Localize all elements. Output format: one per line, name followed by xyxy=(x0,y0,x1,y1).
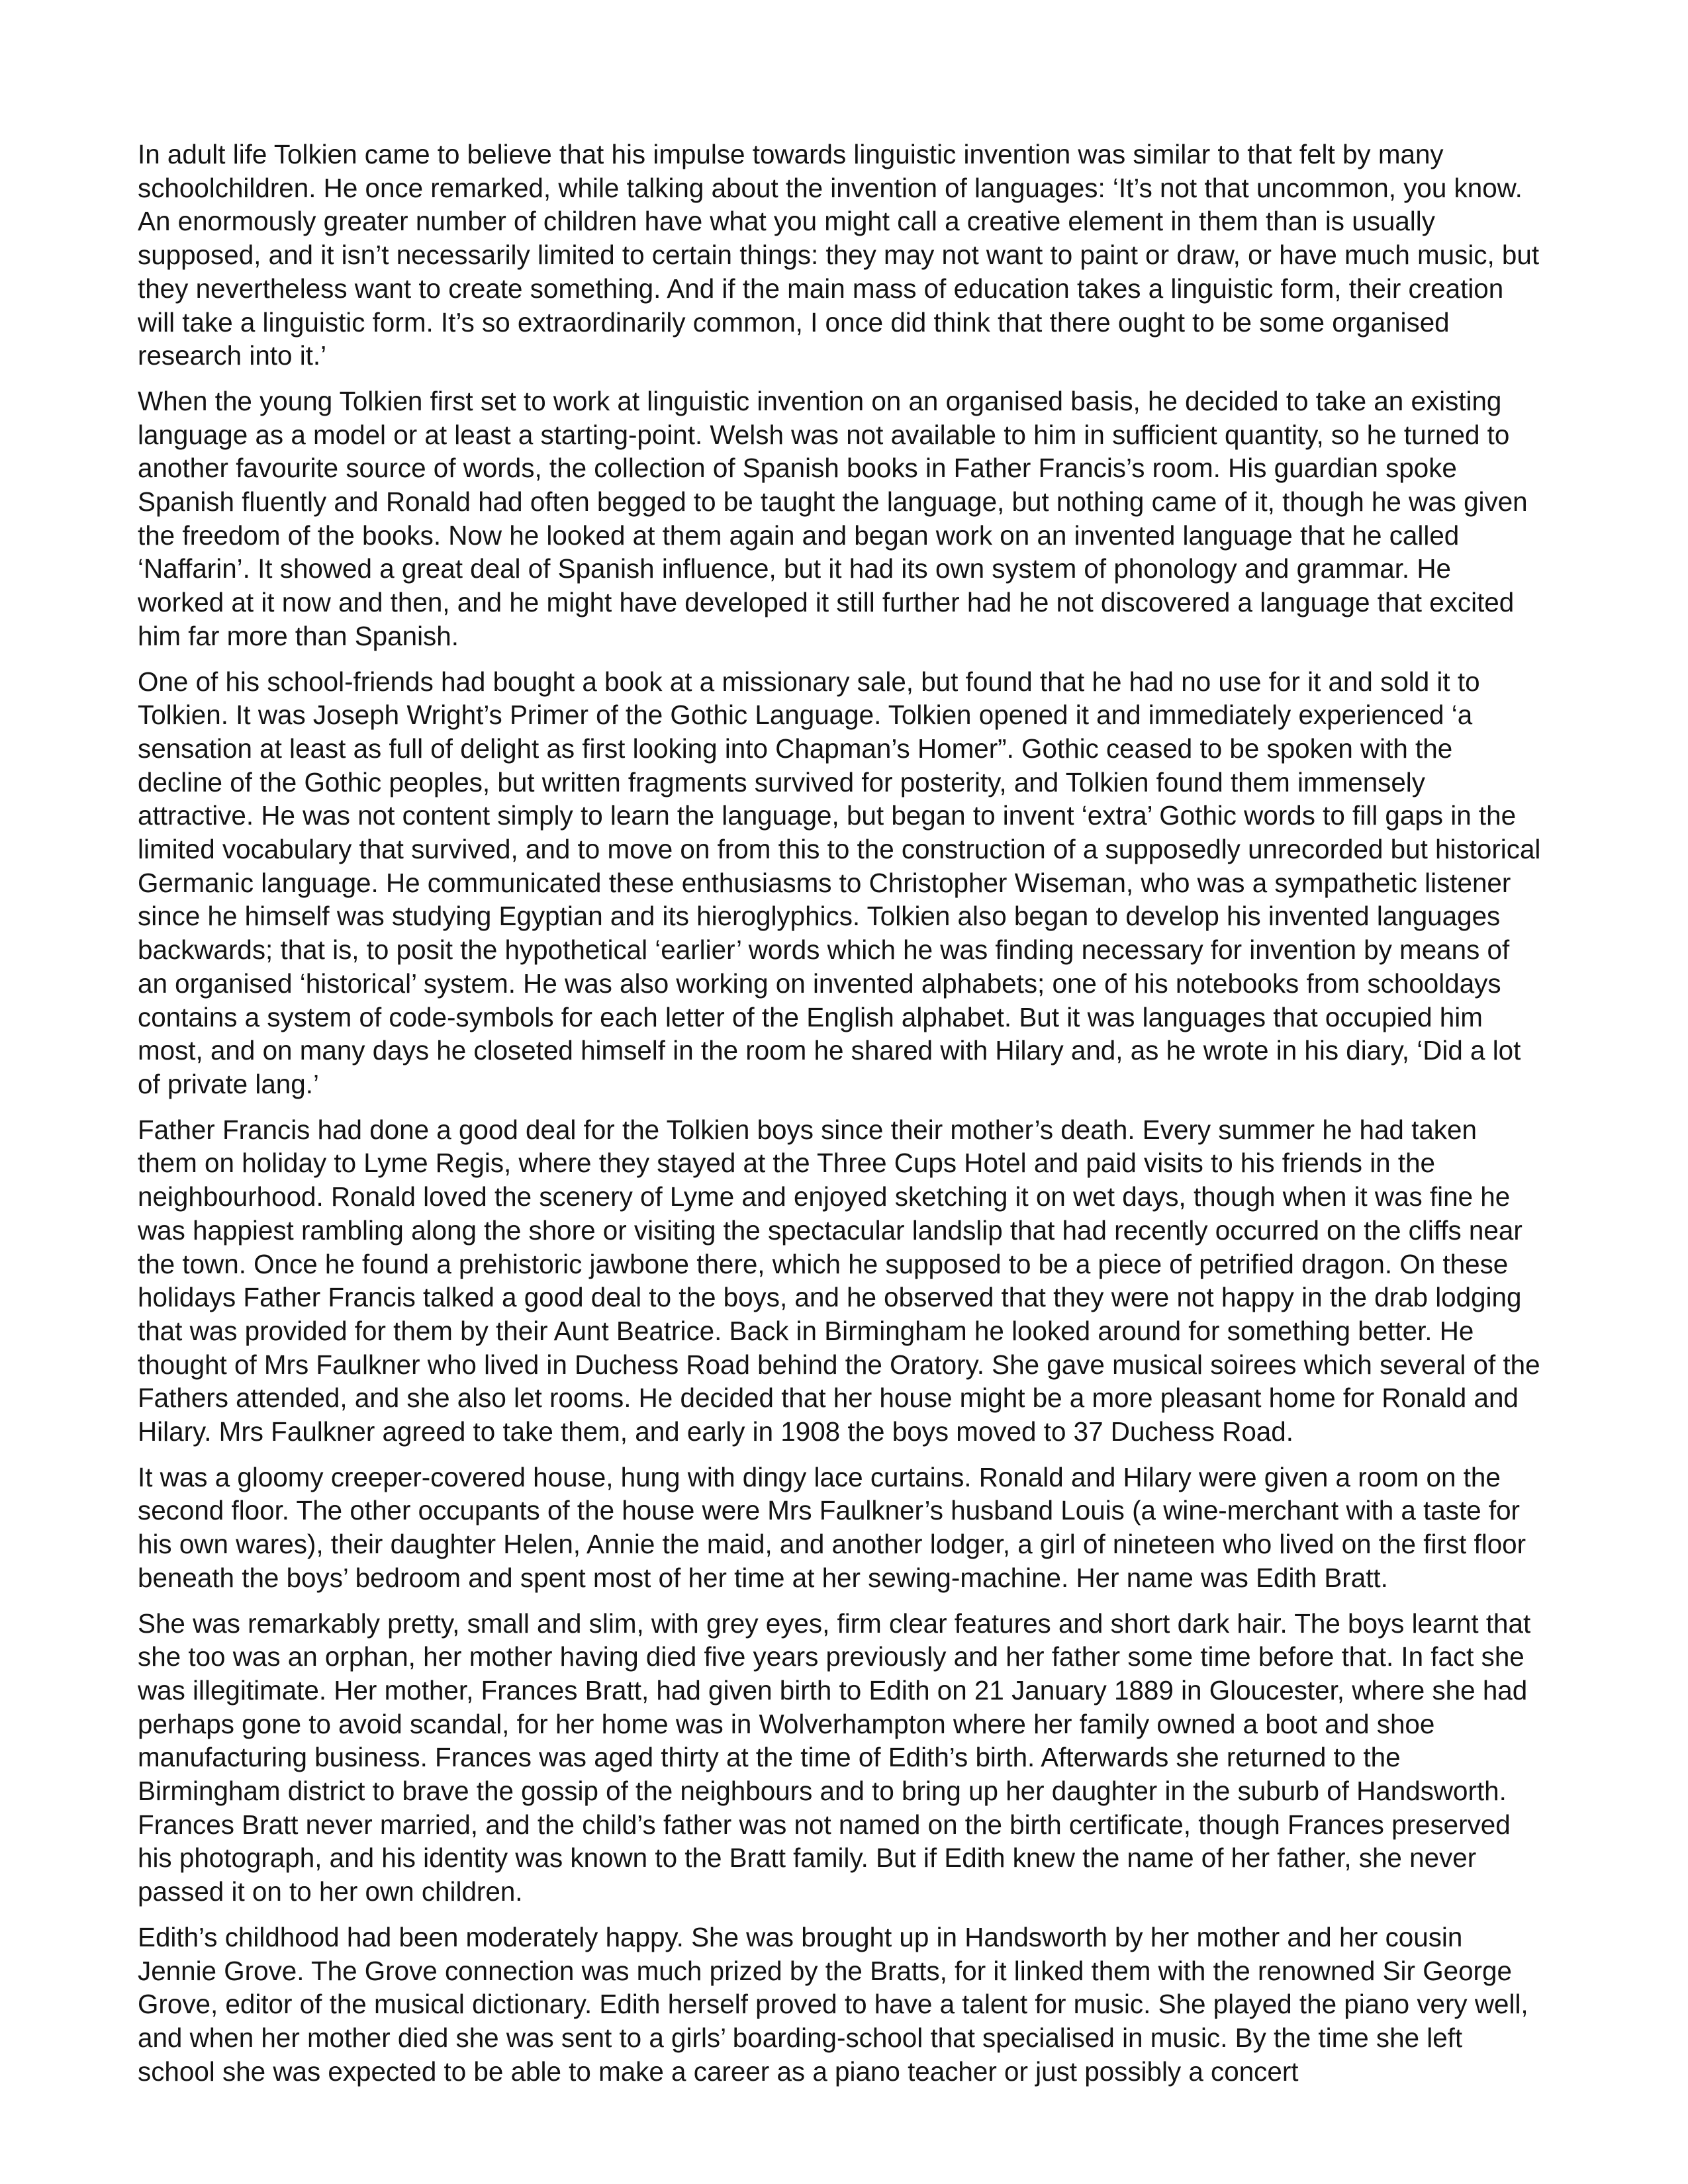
paragraph-tolkien-linguistic-impulse: In adult life Tolkien came to believe that his impulse towards linguistic invention was similar to that felt by many schoolchildren. He once remarked, while talking about the invention of languages: ‘It’s not that uncommon, you know. An enormously greater number of children have what you might call a creative element in them than is usually supposed, and it isn’t necessarily limited to certain things: they may not want to paint or draw, or have much music, but they nevertheless want to create something. And if the main mass of education takes a linguistic form, their creation will take a linguistic form. It’s so extraordinarily common, I once did think that there ought to be some organised research into it.’ xyxy=(138,139,1540,371)
paragraph-naffarin: When the young Tolkien first set to work at linguistic invention on an organised basis, he decided to take an existing language as a model or at least a starting-point. Welsh was not available to him in sufficient quantity, so he turned to another favourite source of words, the collection of Spanish books in Father Francis’s room. His guardian spoke Spanish fluently and Ronald had often begged to be taught the language, but nothing came of it, though he was given the freedom of the books. Now he looked at them again and began work on an invented language that he called ‘Naffarin’. It showed a great deal of Spanish influence, but it had its own system of phonology and grammar. He worked at it now and then, and he might have developed it still further had he not discovered a language that excited him far more than Spanish. xyxy=(138,385,1528,651)
paragraph-edith-bratt: She was remarkably pretty, small and slim, with grey eyes, firm clear features and short dark hair. The boys learnt that she too was an orphan, her mother having died five years previously and her father some time before that. In fact she was illegitimate. Her mother, Frances Bratt, had given birth to Edith on 21 January 1889 in Gloucester, where she had perhaps gone to avoid scandal, for her home was in Wolverhampton where her family owned a boot and shoe manufacturing business. Frances was aged thirty at the time of Edith’s birth. Afterwards she returned to the Birmingham district to brave the gossip of the neighbours and to bring up her daughter in the suburb of Handsworth. Frances Bratt never married, and the child’s father was not named on the birth certificate, though Frances preserved his photograph, and his identity was known to the Bratt family. But if Edith knew the name of her father, she never passed it on to her own children. xyxy=(138,1608,1531,1907)
paragraph-edith-childhood: Edith’s childhood had been moderately happy. She was brought up in Handsworth by her mother and her cousin Jennie Grove. The Grove connection was much prized by the Bratts, for it linked them with the renowned Sir George Grove, editor of the musical dictionary. Edith herself proved to have a talent for music. She played the piano very well, and when her mother died she was sent to a girls’ boarding-school that specialised in music. By the time she left school she was expected to be able to make a career as a piano teacher or just possibly a concert xyxy=(138,1921,1528,2087)
paragraph-duchess-road-house: It was a gloomy creeper-covered house, hung with dingy lace curtains. Ronald and Hilary were given a room on the second floor. The other occupants of the house were Mrs Faulkner’s husband Louis (a wine-merchant with a taste for his own wares), their daughter Helen, Annie the maid, and another lodger, a girl of nineteen who lived on the first floor beneath the boys’ bedroom and spent most of her time at her sewing-machine. Her name was Edith Bratt. xyxy=(138,1461,1526,1593)
paragraph-gothic-primer: One of his school-friends had bought a book at a missionary sale, but found that he had no use for it and sold it to Tolkien. It was Joseph Wright’s Primer of the Gothic Language. Tolkien opened it and immediately experienced ‘a sensation at least as full of delight as first looking into Chapman’s Homer”. Gothic ceased to be spoken with the decline of the Gothic peoples, but written fragments survived for posterity, and Tolkien found them immensely attractive. He was not content simply to learn the language, but began to invent ‘extra’ Gothic words to fill gaps in the limited vocabulary that survived, and to move on from this to the construction of a supposedly unrecorded but historical Germanic language. He communicated these enthusiasms to Christopher Wiseman, who was a sympathetic listener since he himself was studying Egyptian and its hieroglyphics. Tolkien also began to develop his invented languages backwards; that is, to posit the hypothetical ‘earlier’ words which he was finding necessary for invention by means of an organised ‘historical’ system. He was also working on invented alphabets; one of his notebooks from schooldays contains a system of code-symbols for each letter of the English alphabet. But it was languages that occupied him most, and on many days he closeted himself in the room he shared with Hilary and, as he wrote in his diary, ‘Did a lot of private lang.’ xyxy=(138,666,1541,1099)
document-page xyxy=(138,138,1541,2100)
paragraph-father-francis: Father Francis had done a good deal for the Tolkien boys since their mother’s death. Every summer he had taken them on holiday to Lyme Regis, where they stayed at the Three Cups Hotel and paid visits to his friends in the neighbourhood. Ronald loved the scenery of Lyme and enjoyed sketching it on wet days, though when it was fine he was happiest rambling along the shore or visiting the spectacular landslip that had recently occurred on the cliffs near the town. Once he found a prehistoric jawbone there, which he supposed to be a piece of petrified dragon. On these holidays Father Francis talked a good deal to the boys, and he observed that they were not happy in the drab lodging that was provided for them by their Aunt Beatrice. Back in Birmingham he looked around for something better. He thought of Mrs Faulkner who lived in Duchess Road behind the Oratory. She gave musical soirees which several of the Fathers attended, and she also let rooms. He decided that her house might be a more pleasant home for Ronald and Hilary. Mrs Faulkner agreed to take them, and early in 1908 the boys moved to 37 Duchess Road. xyxy=(138,1114,1540,1447)
